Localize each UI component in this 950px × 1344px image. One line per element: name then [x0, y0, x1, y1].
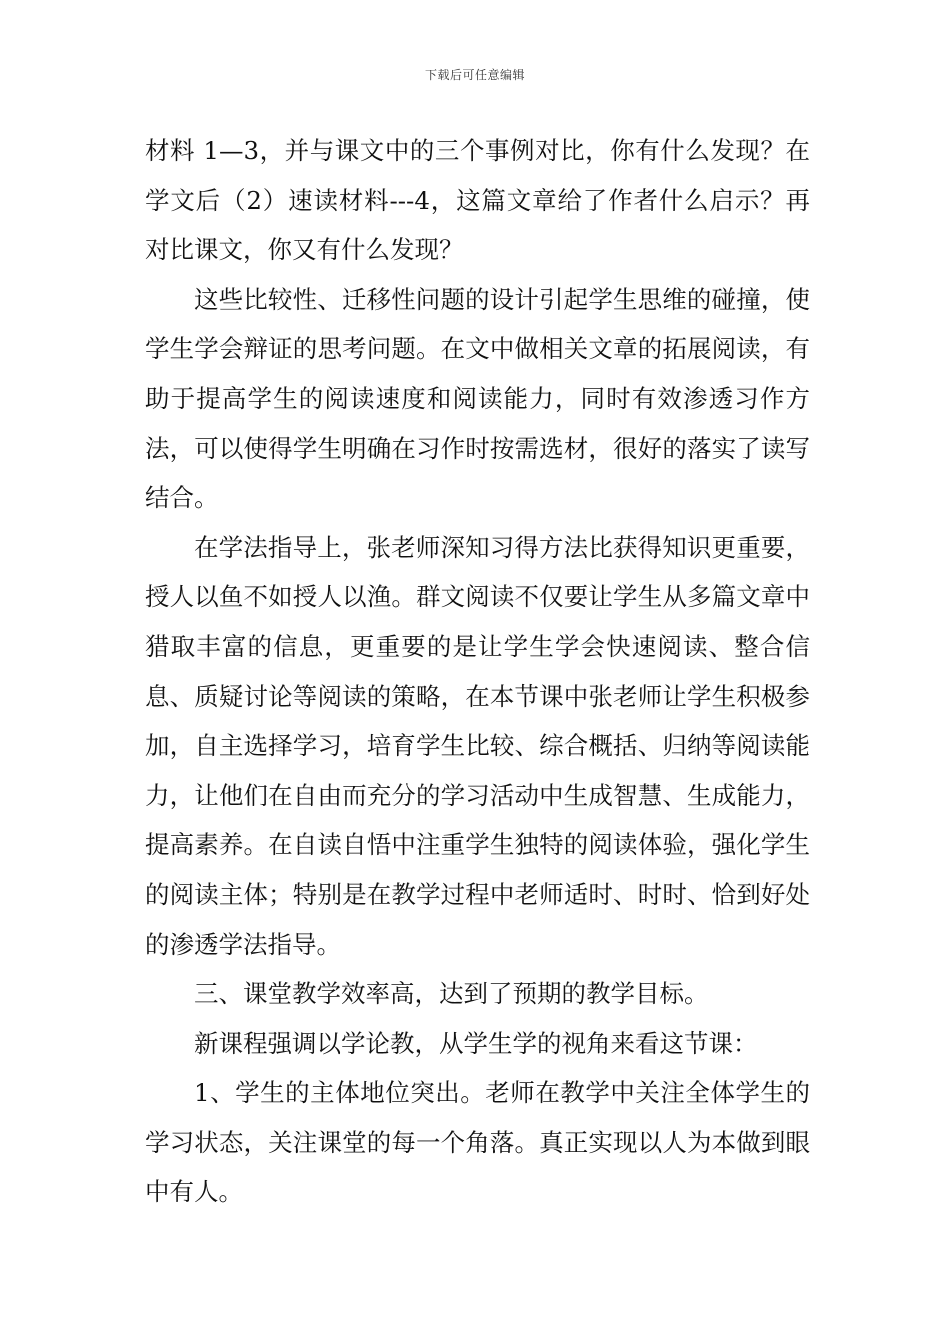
- section-heading-3: 三、课堂教学效率高，达到了预期的教学目标。: [194, 979, 709, 1009]
- paragraph-1: 材料 1—3，并与课文中的三个事例对比，你有什么发现？在学文后（2）速读材料---4，这篇文章给了作者什么启示？再对比课文，你又有什么发现？: [145, 136, 810, 265]
- paragraph-4: 新课程强调以学论教，从学生学的视角来看这节课：: [194, 1028, 758, 1058]
- paragraph-3: 在学法指导上，张老师深知习得方法比获得知识更重要，授人以鱼不如授人以渔。群文阅读不仅要让学生从多篇文章中猎取丰富的信息，更重要的是让学生学会快速阅读、整合信息、质疑讨论等阅读的策略，在本节课中张老师让学生积极参加，自主选择学习，培育学生比较、综合概括、归纳等阅读能力，让他们在自由而充分的学习活动中生成智慧、生成能力，提高素养。在自读自悟中注重学生独特的阅读体验，强化学生的阅读主体；特别是在教学过程中老师适时、时时、恰到好处的渗透学法指导。: [145, 532, 810, 959]
- paragraph-2: 这些比较性、迁移性问题的设计引起学生思维的碰撞，使学生学会辩证的思考问题。在文中做相关文章的拓展阅读，有助于提高学生的阅读速度和阅读能力，同时有效渗透习作方法，可以使得学生明确在习作时按需选材，很好的落实了读写结合。: [145, 284, 810, 513]
- document-body: [145, 126, 810, 1217]
- page-header: 下载后可任意编辑: [424, 68, 525, 82]
- paragraph-5: 1、学生的主体地位突出。老师在教学中关注全体学生的学习状态，关注课堂的每一个角落。真正实现以人为本做到眼中有人。: [145, 1078, 810, 1207]
